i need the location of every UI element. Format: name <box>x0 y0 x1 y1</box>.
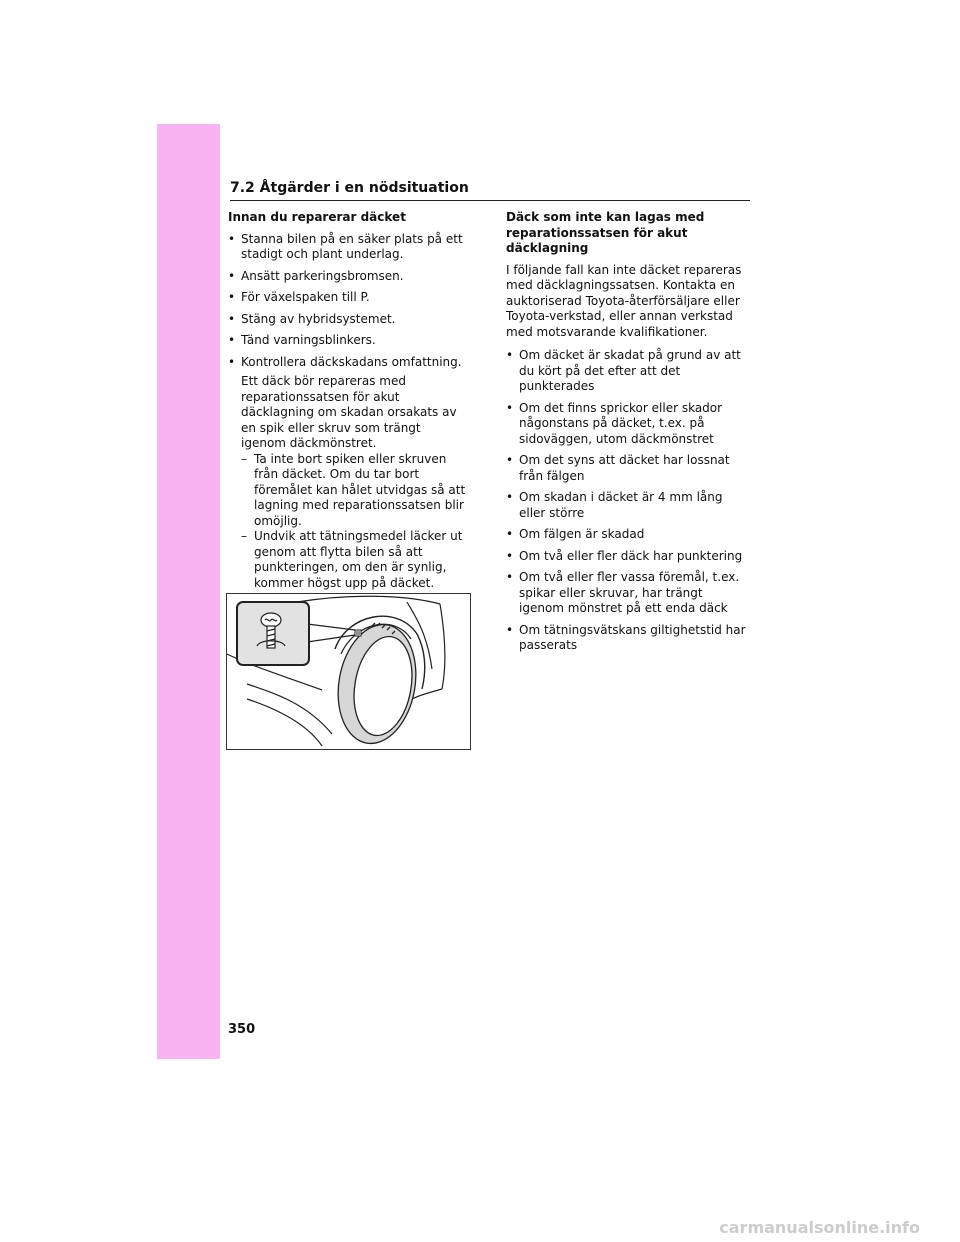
damage-note: Ett däck bör repareras med reparationssatsen för akut däcklagning om skadan orsakats av en spik eller skruv som trängt igenom däckmönstret. <box>241 374 457 450</box>
right-heading: Däck som inte kan lagas med reparationssatsen för akut däcklagning <box>506 210 705 255</box>
list-item: • Om två eller fler vassa föremål, t.ex. spikar eller skruvar, har trängt igenom mönstret på ett enda däck <box>506 570 746 617</box>
list-item: • Om skadan i däcket är 4 mm lång eller större <box>506 490 746 521</box>
right-intro: I följande fall kan inte däcket repareras med däcklagningssatsen. Kontakta en auktoriserad Toyota-återförsäljare eller Toyota-verkstad, eller annan verkstad med motsvarande kvalifikationer. <box>506 262 742 339</box>
list-item: • Om tätningsvätskans giltighetstid har passerats <box>506 623 746 654</box>
list-item: • Ansätt parkeringsbromsen. <box>228 269 468 285</box>
right-bullet-list <box>506 348 746 654</box>
section-side-tab <box>157 124 220 1059</box>
watermark-text: carmanualsonline.info <box>719 1218 920 1237</box>
list-item: • Om två eller fler däck har punktering <box>506 549 746 565</box>
dash-list <box>228 452 468 592</box>
list-item: • Tänd varningsblinkers. <box>228 333 468 349</box>
list-item: • Om det finns sprickor eller skador någonstans på däcket, t.ex. på sidoväggen, utom däckmönstret <box>506 401 746 448</box>
list-item: • Kontrollera däckskadans omfattning. <box>228 355 468 371</box>
list-item: • Om fälgen är skadad <box>506 527 746 543</box>
list-item: • Stäng av hybridsystemet. <box>228 312 468 328</box>
page-number: 350 <box>228 1022 256 1037</box>
list-item: • För växelspaken till P. <box>228 290 468 306</box>
section-title: 7.2 Åtgärder i en nödsituation <box>230 180 750 201</box>
tire-puncture-illustration <box>226 593 471 750</box>
dash-item: – Ta inte bort spiken eller skruven från däcket. Om du tar bort föremålet kan hålet utvidgas så att lagning med reparationssatsen blir omöjlig. <box>241 452 468 530</box>
left-bullet-list <box>228 232 468 371</box>
dash-item: – Undvik att tätningsmedel läcker ut genom att flytta bilen så att punkteringen, om den är synlig, kommer högst upp på däcket. <box>241 529 468 591</box>
left-column <box>228 210 468 591</box>
left-heading: Innan du reparerar däcket <box>228 210 406 224</box>
list-item: • Om däcket är skadat på grund av att du kört på det efter att det punkterades <box>506 348 746 395</box>
list-item: • Om det syns att däcket har lossnat från fälgen <box>506 453 746 484</box>
list-item: • Stanna bilen på en säker plats på ett stadigt och plant underlag. <box>228 232 468 263</box>
right-column <box>506 210 746 660</box>
